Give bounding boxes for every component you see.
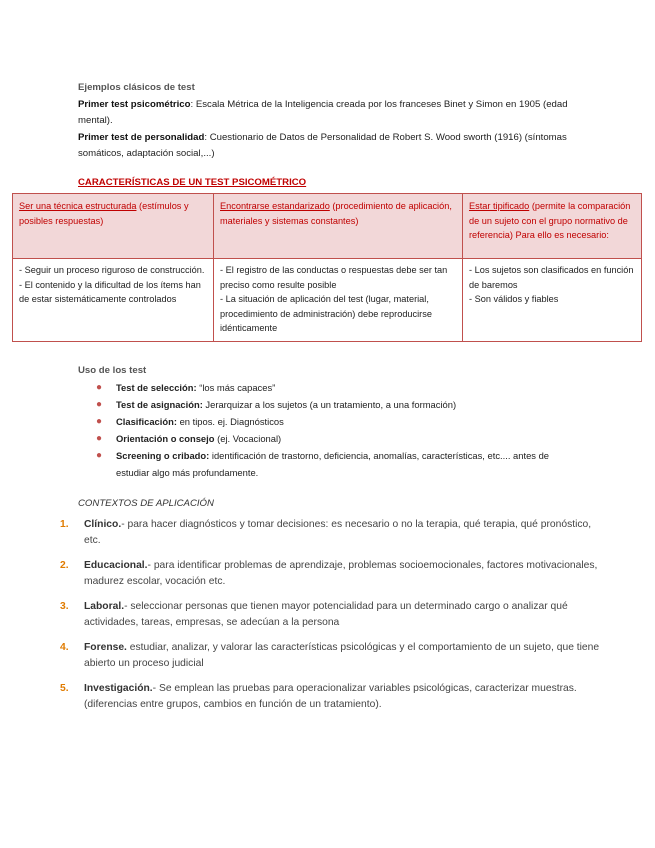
item-text: (ej. Vocacional)	[214, 433, 282, 444]
uso-title: Uso de los test	[78, 365, 147, 376]
item-text: - para hacer diagnósticos y tomar decisiones: es necesario o no la terapia, qué terapia, qué pronóstico, etc.	[84, 519, 592, 546]
contextos-title: CONTEXTOS DE APLICACIÓN	[78, 498, 214, 509]
cell-line: - Los sujetos son clasificados en función de baremos	[469, 265, 634, 290]
item-text: identificación de trastorno, deficiencia, anomalías, características, etc.... antes de estudiar algo más profundamente.	[116, 450, 550, 478]
list-item	[96, 413, 556, 430]
item-number: 2.	[60, 560, 69, 571]
caracteristicas-title: CARACTERÍSTICAS DE UN TEST PSICOMÉTRICO	[78, 177, 307, 188]
item-number: 4.	[60, 642, 69, 653]
uso-list	[96, 379, 556, 481]
table-cell	[463, 259, 642, 342]
table-cell	[13, 259, 214, 342]
item-text: “los más capaces”	[196, 382, 276, 393]
intro-heading: Ejemplos clásicos de test	[78, 82, 195, 93]
cell-line: - Seguir un proceso riguroso de construcción.	[19, 265, 205, 275]
item-label: Screening o cribado:	[116, 450, 210, 461]
item-label: Test de selección:	[116, 382, 197, 393]
list-item	[60, 558, 600, 590]
item-text: Jerarquizar a los sujetos (a un tratamiento, a una formación)	[202, 399, 457, 410]
bullet-icon: ●	[96, 433, 103, 444]
header-rest: (estímulos y posibles respuestas)	[19, 201, 189, 226]
intro-line-2-text: : Cuestionario de Datos de Personalidad de Robert S. Wood sworth (1916) (síntomas somáticos, adaptación social,...)	[78, 131, 567, 159]
header-rest: (permite la comparación de un sujeto con el grupo normativo de referencia) Para ello es necesario:	[469, 201, 631, 240]
item-label: Test de asignación:	[116, 399, 203, 410]
item-label: Clínico.	[84, 519, 122, 530]
bullet-icon: ●	[96, 382, 103, 393]
cell-line: - La situación de aplicación del test (lugar, material, procedimiento de administración) debe reproducirse idénticamente	[220, 294, 432, 333]
item-text: - Se emplean las pruebas para operacionalizar variables psicológicas, caracterizar muestras. (diferencias entre grupos, cambios en función de un tratamiento).	[84, 683, 577, 710]
item-label: Clasificación:	[116, 416, 177, 427]
cell-line: - El registro de las conductas o respuestas debe ser tan preciso como resulte posible	[220, 265, 448, 290]
item-label: Laboral.	[84, 601, 125, 612]
caracteristicas-table	[12, 193, 642, 342]
intro-line-1-text: : Escala Métrica de la Inteligencia creada por los franceses Binet y Simon en 1905 (edad mental).	[78, 98, 568, 126]
table-header-cell	[13, 194, 214, 259]
list-item	[60, 681, 600, 713]
item-text: estudiar, analizar, y valorar las características psicológicas y el comportamiento de un sujeto, que tiene abierto un proceso judicial	[84, 642, 600, 669]
item-label: Forense.	[84, 642, 127, 653]
list-item	[96, 447, 556, 481]
bullet-icon: ●	[96, 450, 103, 461]
intro-line-2-label: Primer test de personalidad	[78, 131, 205, 143]
table-cell	[214, 259, 463, 342]
item-label: Educacional.	[84, 560, 148, 571]
header-strong: Estar tipificado	[469, 201, 530, 211]
intro-line-2	[78, 130, 578, 163]
list-item	[96, 430, 556, 447]
cell-line: - Son válidos y fiables	[469, 294, 559, 304]
item-number: 1.	[60, 519, 69, 530]
list-item	[96, 396, 556, 413]
list-item	[60, 640, 600, 672]
intro-line-1-label: Primer test psicométrico	[78, 98, 191, 110]
table-header-cell	[463, 194, 642, 259]
item-label: Investigación.	[84, 683, 153, 694]
intro-line-1	[78, 97, 578, 130]
list-item	[60, 517, 600, 549]
table-header-cell	[214, 194, 463, 259]
item-number: 5.	[60, 683, 69, 694]
header-rest: (procedimiento de aplicación, materiales y sistemas constantes)	[220, 201, 452, 226]
list-item	[96, 379, 556, 396]
item-text: en tipos. ej. Diagnósticos	[176, 416, 284, 427]
contextos-list	[60, 517, 600, 722]
item-text: - seleccionar personas que tienen mayor potencialidad para un determinado cargo o analizar qué actividades, tareas, empresas, se adecúan a la persona	[84, 601, 568, 628]
cell-line: - El contenido y la dificultad de los ítems han de estar sistemáticamente controlados	[19, 279, 201, 304]
bullet-icon: ●	[96, 399, 103, 410]
list-item	[60, 599, 600, 631]
item-text: - para identificar problemas de aprendizaje, problemas socioemocionales, factores motivacionales, madurez escolar, vocación etc.	[84, 560, 598, 587]
intro-block	[78, 80, 578, 163]
item-label: Orientación o consejo	[116, 433, 215, 444]
header-strong: Encontrarse estandarizado	[220, 201, 330, 211]
bullet-icon: ●	[96, 416, 103, 427]
header-strong: Ser una técnica estructurada	[19, 201, 137, 211]
item-number: 3.	[60, 601, 69, 612]
table-row	[13, 259, 642, 342]
table-header-row	[13, 194, 642, 259]
